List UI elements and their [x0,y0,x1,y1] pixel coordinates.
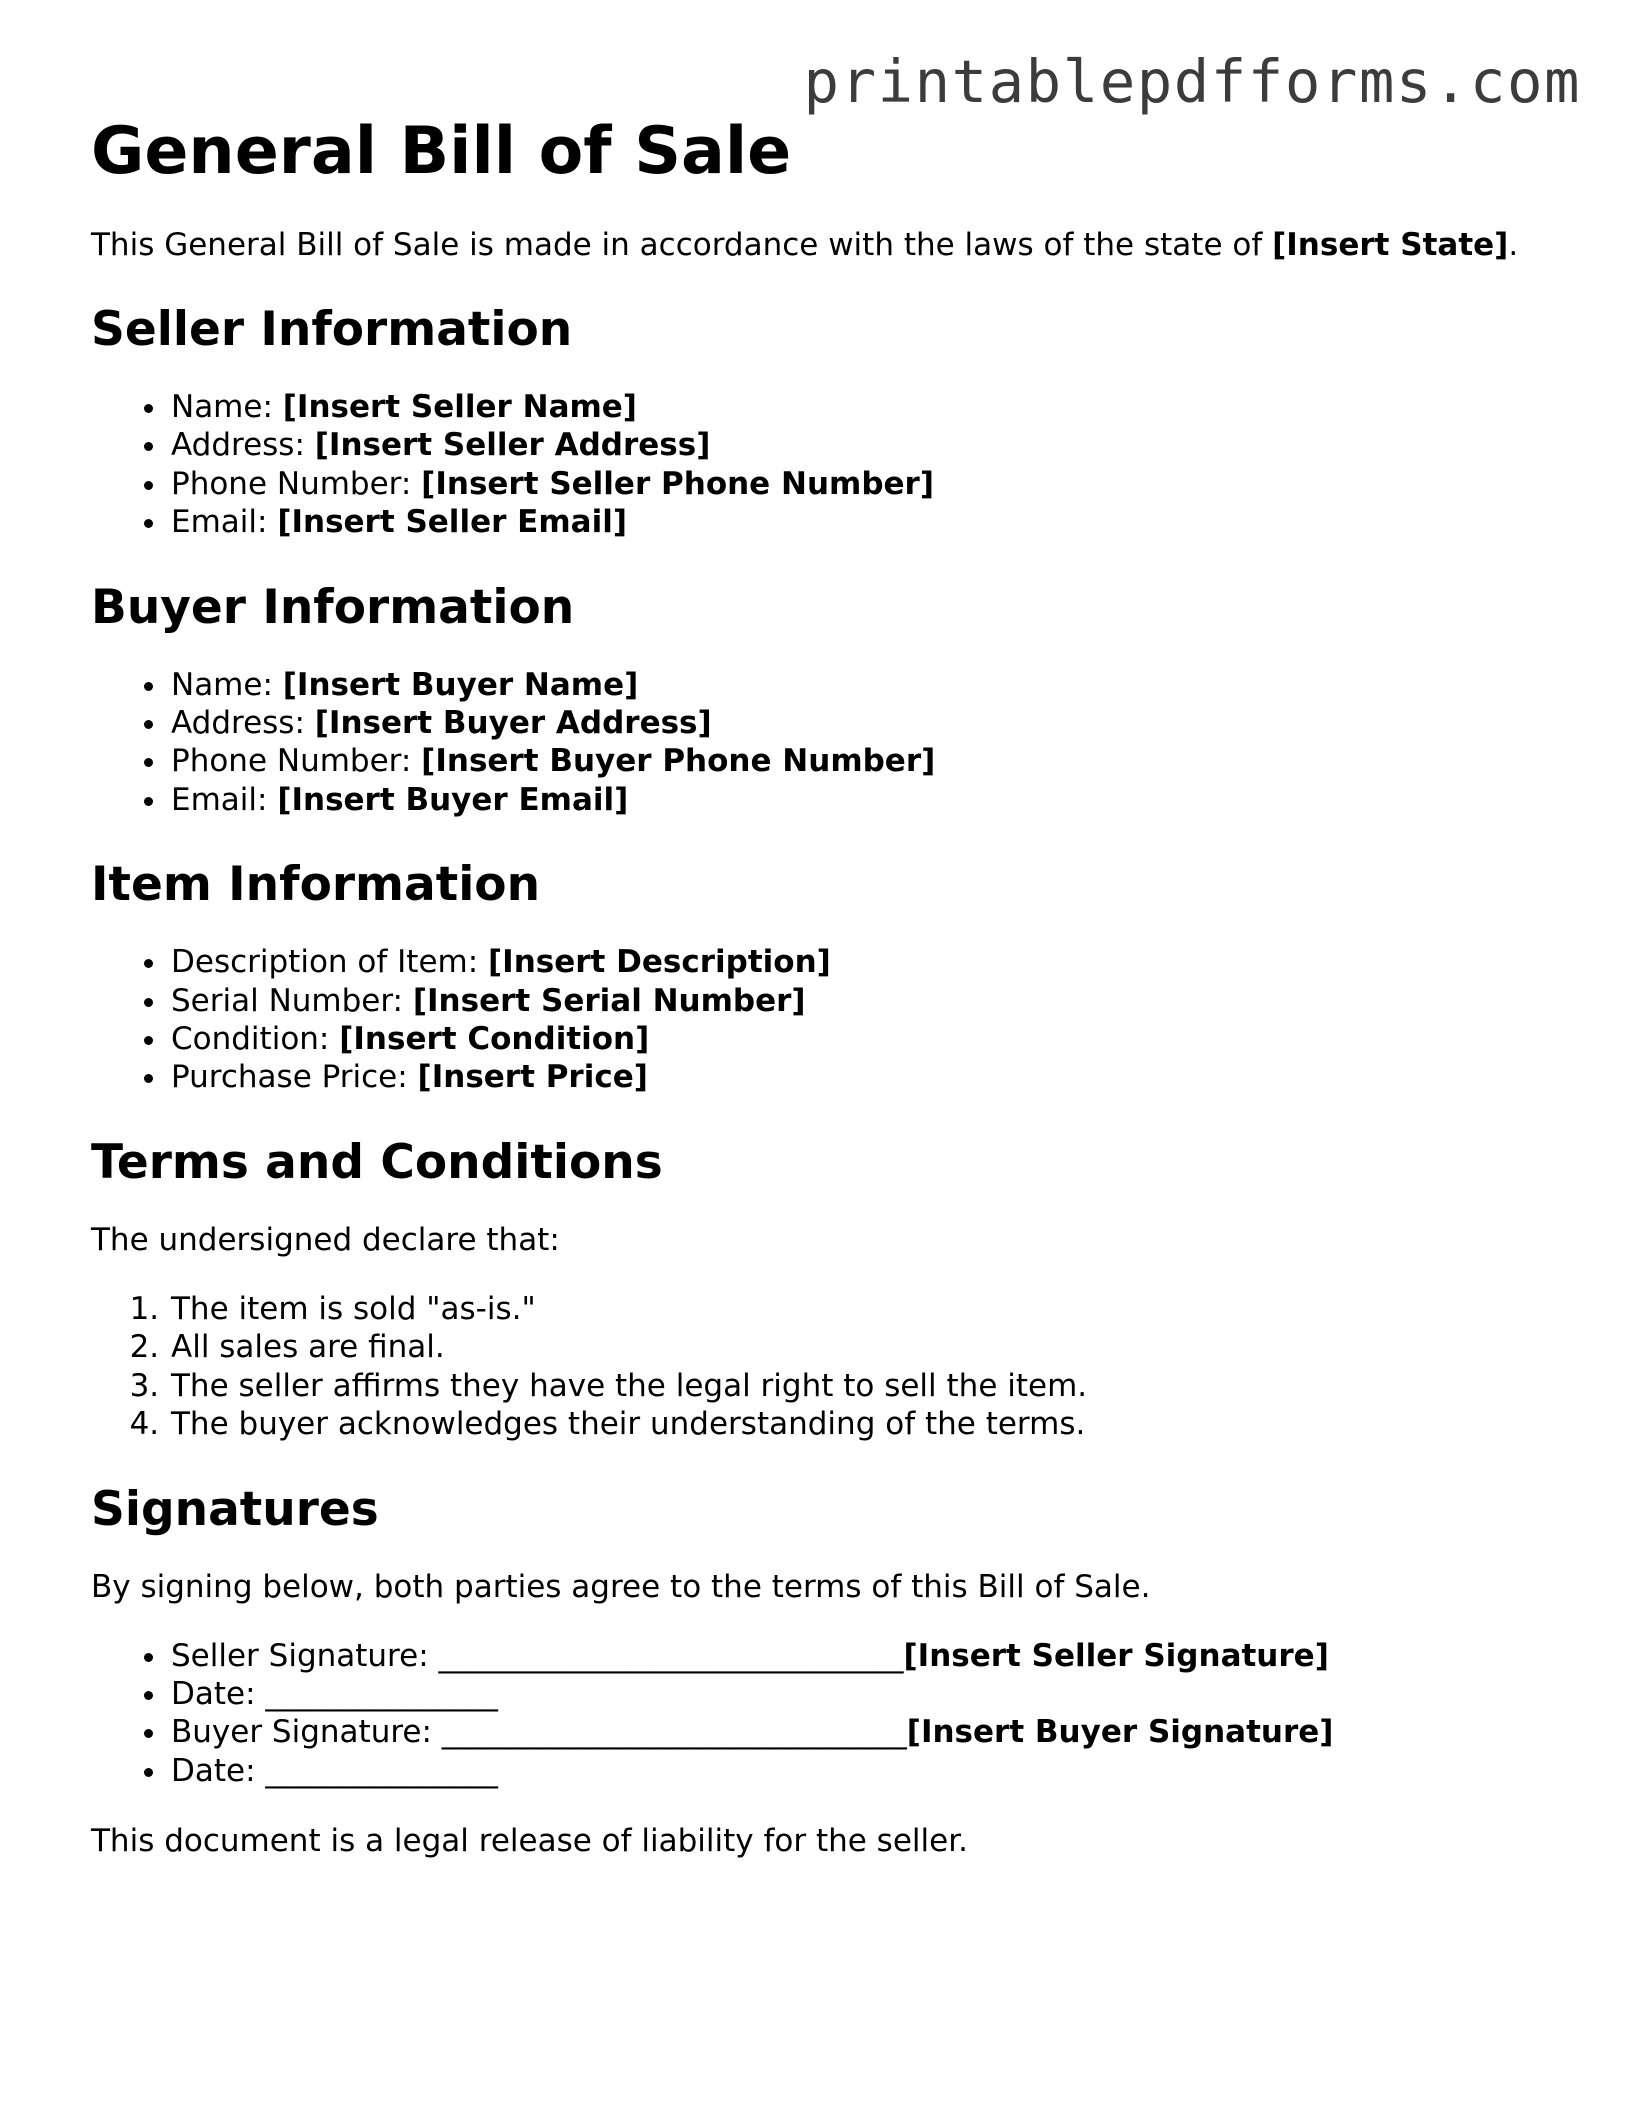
item-value: [Insert Buyer Email] [277,781,629,818]
signature-placeholder: [Insert Seller Signature] [903,1637,1329,1674]
footer-note: This document is a legal release of liability for the seller. [91,1823,968,1860]
buyer-phone-item [169,742,1571,780]
buyer-date-item [169,1752,1571,1790]
seller-email-item [169,503,1571,541]
item-value: [Insert Seller Address] [314,427,711,464]
buyer-signature-item [169,1713,1571,1751]
signatures-list [91,1637,1571,1791]
date-line: Date: _______________ [171,1675,498,1712]
signatures-heading: Signatures [91,1481,379,1537]
terms-item: 3. The seller affirms they have the legal right to sell the item. [169,1367,1571,1405]
intro-text: This General Bill of Sale is made in accordance with the laws of the state of [91,227,1273,263]
buyer-heading: Buyer Information [91,579,575,635]
buyer-name-item [169,666,1571,704]
item-value: [Insert Seller Name] [282,389,637,425]
item-label: Phone Number: [171,465,422,502]
buyer-email-item [169,781,1571,819]
terms-item: 2. All sales are final. [169,1328,1571,1366]
item-list [91,943,1571,1097]
signatures-lead: By signing below, both parties agree to the terms of this Bill of Sale. [91,1568,1151,1605]
signature-placeholder: [Insert Buyer Signature] [906,1714,1334,1751]
item-value: [Insert Condition] [339,1021,650,1058]
item-value: [Insert Buyer Name] [282,666,639,703]
terms-item: 4. The buyer acknowledges their understanding of the terms. [169,1405,1571,1443]
item-label: Address: [171,427,315,464]
seller-date-item [169,1675,1571,1713]
intro-end: . [1508,227,1519,263]
item-value: [Insert Description] [488,944,831,981]
intro-paragraph [91,226,1571,264]
item-value: [Insert Seller Email] [277,504,627,541]
item-label: Address: [171,705,315,742]
watermark: printablepdfforms.com [803,47,1581,116]
terms-list [91,1290,1571,1444]
item-label: Purchase Price: [171,1059,418,1096]
seller-signature-item [169,1637,1571,1675]
document-page [91,112,1571,1860]
terms-item: 1. The item is sold "as-is." [169,1290,1571,1328]
item-label: Serial Number: [171,982,413,1019]
item-description-item [169,943,1571,981]
intro-state-placeholder: [Insert State] [1272,227,1509,263]
item-value: [Insert Buyer Phone Number] [421,743,936,780]
item-value: [Insert Price] [417,1059,648,1096]
seller-heading: Seller Information [91,302,573,357]
item-value: [Insert Seller Phone Number] [421,465,934,502]
item-label: Name: [171,666,283,703]
item-label: Condition: [171,1021,340,1058]
item-label: Name: [171,389,283,425]
signature-line: Buyer Signature: ______________________________ [171,1714,907,1751]
seller-phone-item [169,465,1571,503]
item-label: Email: [171,504,278,541]
item-label: Email: [171,781,278,818]
item-label: Description of Item: [171,944,489,981]
seller-list [91,388,1571,542]
item-label: Phone Number: [171,743,422,780]
item-value: [Insert Serial Number] [412,982,806,1019]
terms-lead: The undersigned declare that: [91,1221,560,1258]
item-condition-item [169,1020,1571,1058]
seller-name-item [169,388,1571,426]
seller-address-item [169,426,1571,464]
date-line: Date: _______________ [171,1752,498,1789]
item-price-item [169,1058,1571,1096]
item-serial-item [169,982,1571,1020]
item-heading: Item Information [91,857,541,913]
terms-heading: Terms and Conditions [91,1134,663,1190]
item-value: [Insert Buyer Address] [314,705,712,742]
signature-line: Seller Signature: ______________________________ [171,1637,904,1674]
page-title: General Bill of Sale [91,114,792,189]
buyer-list [91,666,1571,820]
buyer-address-item [169,704,1571,742]
